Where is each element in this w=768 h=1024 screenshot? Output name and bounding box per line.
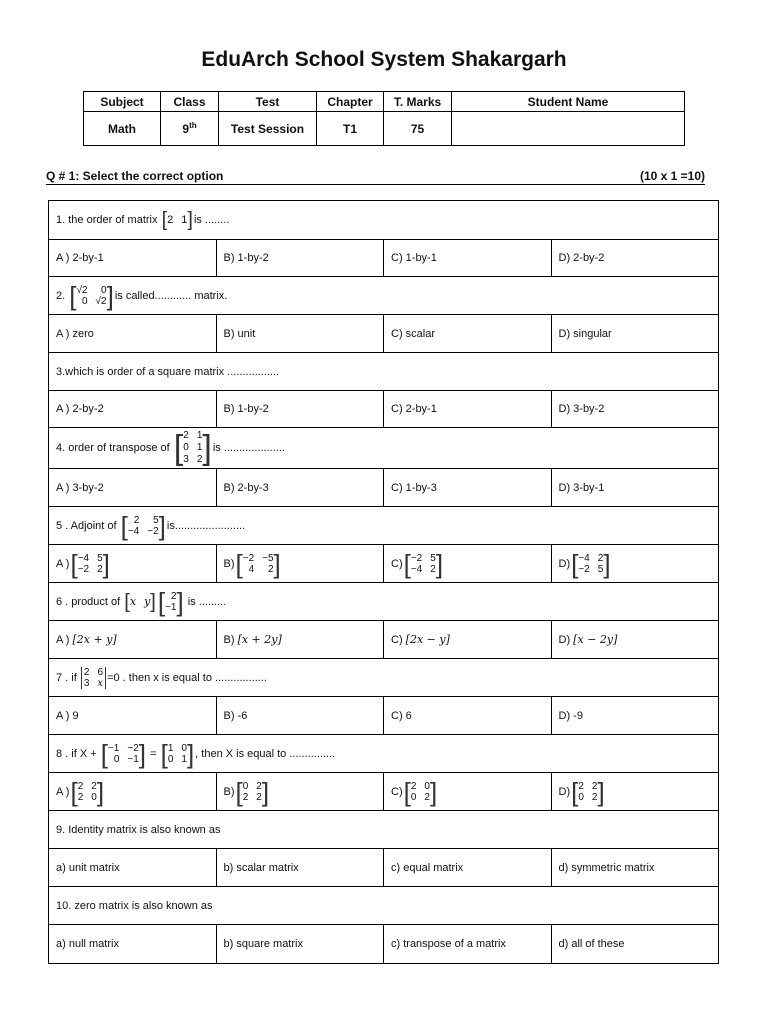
question-row: [49, 887, 719, 925]
question-text: is ....................: [212, 441, 285, 454]
value-subject: Math: [84, 112, 161, 146]
option-label: C): [391, 785, 403, 798]
option-expression: [2x − y]: [405, 633, 450, 646]
matrix-entry: 2: [591, 791, 598, 803]
question-4: [49, 428, 719, 469]
matrix-entry: 2: [133, 514, 140, 526]
matrix-entry: 2: [91, 780, 97, 792]
option-a[interactable]: [49, 773, 217, 811]
matrix-entry: −1: [107, 742, 120, 754]
question-6: [49, 583, 719, 621]
option-d[interactable]: D) 2-by-2: [551, 240, 719, 277]
option-a[interactable]: A ) 2-by-1: [49, 240, 217, 277]
value-test: Test Session: [219, 112, 317, 146]
option-label: B): [223, 557, 235, 570]
section-title: Q # 1: Select the correct option: [46, 169, 224, 183]
matrix: [ 2 1 0 1 3 2 ]: [173, 429, 212, 467]
matrix-entry: 2: [83, 666, 90, 678]
option-d[interactable]: D) singular: [551, 315, 719, 353]
matrix-entry: y: [144, 595, 151, 608]
header-test: Test: [219, 92, 317, 112]
option-b[interactable]: [216, 621, 384, 659]
option-c[interactable]: C) 1-by-3: [384, 469, 552, 507]
matrix-entry: 2: [591, 780, 598, 792]
matrix: [ 2 2 2 0 ]: [70, 776, 105, 807]
option-d[interactable]: D) 3-by-2: [551, 391, 719, 428]
section-heading: [46, 169, 705, 185]
matrix-entry: 1: [196, 430, 203, 441]
matrix-entry: 2: [424, 791, 430, 803]
matrix-entry: −4: [77, 552, 90, 564]
matrix: [ 2 0 0 2 ]: [403, 776, 438, 807]
matrix-entry: −2: [410, 552, 423, 564]
option-b[interactable]: B) 2-by-3: [216, 469, 384, 507]
option-c[interactable]: C) 6: [384, 697, 552, 735]
option-c[interactable]: C) 2-by-1: [384, 391, 552, 428]
header-student-name: Student Name: [452, 92, 685, 112]
determinant: [81, 667, 106, 689]
matrix-entry: 5: [597, 563, 604, 575]
option-a[interactable]: a) unit matrix: [49, 849, 217, 887]
option-label: D): [558, 785, 571, 798]
value-class: [161, 112, 219, 146]
option-a[interactable]: A ) 2-by-2: [49, 391, 217, 428]
question-text: =0 . then x is equal to .................: [107, 671, 267, 684]
option-label: D): [558, 634, 571, 646]
matrix: [ 2 5 −4 −2 ]: [120, 510, 166, 541]
matrix-entry: 0: [101, 284, 107, 296]
matrix-entry: −1: [127, 753, 139, 765]
option-c[interactable]: C) scalar: [384, 315, 552, 353]
question-row: [49, 507, 719, 545]
matrix-entry: 2: [430, 563, 436, 575]
matrix: [ −4 5 −2 2 ]: [70, 548, 110, 579]
matrix-entry: 2: [256, 780, 262, 792]
header-marks: T. Marks: [384, 92, 452, 112]
option-expression: [x + 2y]: [237, 633, 282, 646]
option-b[interactable]: B) unit: [216, 315, 384, 353]
matrix: [ 2 2 0 2 ]: [571, 776, 605, 807]
matrix-entry: 2: [267, 563, 274, 575]
matrix-entry: 1: [196, 442, 203, 453]
matrix-entry: x: [129, 595, 137, 608]
options-row: [49, 773, 719, 811]
options-row: [49, 849, 719, 887]
question-text: , then X is equal to ...............: [195, 747, 336, 760]
matrix-entry: 5: [97, 552, 103, 564]
class-number: 9: [182, 122, 190, 136]
matrix-entry: 0: [424, 780, 430, 792]
question-text: 7 . if: [56, 671, 77, 684]
question-row: [49, 811, 719, 849]
option-label: A ): [56, 557, 70, 570]
question-text: 5 . Adjoint of: [56, 519, 117, 532]
question-row: [49, 428, 719, 469]
matrix: [ −1 −2 0 −1 ]: [100, 738, 147, 769]
matrix-entry: −4: [578, 552, 590, 564]
question-row: [49, 659, 719, 697]
matrix-entry: 0: [181, 742, 187, 754]
matrix-entry: 2: [256, 791, 262, 803]
matrix-entry: 5: [153, 514, 159, 526]
options-row: [49, 240, 719, 277]
matrix: [ 1 0 0 1 ]: [160, 738, 195, 769]
question-row: [49, 277, 719, 315]
option-c[interactable]: c) equal matrix: [384, 849, 552, 887]
header-class: Class: [161, 92, 219, 112]
matrix-entry: 1: [181, 213, 188, 226]
option-label: B): [223, 634, 235, 646]
option-d[interactable]: [551, 773, 719, 811]
matrix: [ 0 2 2 2 ]: [235, 776, 270, 807]
matrix-entry: 0: [81, 295, 88, 307]
matrix-entry: √2: [76, 284, 88, 296]
question-text: is called............ matrix.: [114, 289, 228, 302]
matrix-entry: 0: [410, 791, 417, 803]
matrix-entry: 3: [183, 454, 189, 465]
matrix-entry: 2: [170, 590, 177, 602]
matrix-entry: −2: [147, 525, 159, 537]
option-c[interactable]: [384, 545, 552, 583]
equals-sign: =: [150, 747, 157, 760]
info-table: [83, 91, 685, 146]
option-b[interactable]: B) 1-by-2: [216, 240, 384, 277]
option-d[interactable]: D) -9: [551, 697, 719, 735]
matrix-entry: 0: [578, 791, 584, 803]
option-c[interactable]: c) transpose of a matrix: [384, 925, 552, 964]
matrix-entry: −2: [77, 563, 90, 575]
matrix: [ √2 0 0 √2 ]: [69, 280, 114, 311]
option-label: A ): [56, 634, 70, 646]
question-text: 1. the order of matrix: [56, 213, 158, 226]
option-b[interactable]: [216, 773, 384, 811]
question-row: [49, 735, 719, 773]
matrix-entry: −2: [242, 552, 255, 564]
value-chapter: T1: [317, 112, 384, 146]
option-a[interactable]: [49, 545, 217, 583]
header-subject: Subject: [84, 92, 161, 112]
option-b[interactable]: B) -6: [216, 697, 384, 735]
header-chapter: Chapter: [317, 92, 384, 112]
matrix: [ −2 5 −4 2 ]: [403, 548, 444, 579]
option-label: C): [391, 634, 403, 646]
option-d[interactable]: D) 3-by-1: [551, 469, 719, 507]
matrix-entry: 0: [113, 753, 120, 765]
matrix-entry: 5: [430, 552, 436, 564]
option-b[interactable]: b) square matrix: [216, 925, 384, 964]
question-text: 6 . product of: [56, 595, 121, 608]
option-d[interactable]: d) symmetric matrix: [551, 849, 719, 887]
question-2: [49, 277, 719, 315]
question-text: 2.: [56, 289, 66, 302]
matrix-entry: 2: [196, 454, 203, 465]
question-text: 8 . if X +: [56, 747, 97, 760]
column-vector: [ 2 −1 ]: [157, 586, 184, 617]
question-8: [49, 735, 719, 773]
matrix-entry: 2: [597, 552, 604, 564]
matrix-entry: 0: [183, 442, 189, 453]
option-label: D): [558, 557, 571, 570]
options-row: [49, 925, 719, 964]
matrix-entry: 4: [248, 563, 255, 575]
options-row: [49, 315, 719, 353]
question-3: 3.which is order of a square matrix .................: [49, 353, 719, 391]
question-text: is.......................: [166, 519, 246, 532]
option-a[interactable]: A ) zero: [49, 315, 217, 353]
options-row: [49, 621, 719, 659]
matrix-entry: 2: [167, 213, 174, 226]
matrix: [ 2 1 ]: [161, 209, 193, 231]
question-7: [49, 659, 719, 697]
option-c[interactable]: [384, 773, 552, 811]
option-d[interactable]: [551, 621, 719, 659]
row-vector: [ x y ]: [124, 590, 156, 613]
question-row: [49, 353, 719, 391]
option-b[interactable]: B) 1-by-2: [216, 391, 384, 428]
section-marks: (10 x 1 =10): [639, 169, 705, 183]
matrix-entry: −4: [127, 525, 140, 537]
matrix-entry: −5: [262, 552, 274, 564]
question-1: [49, 201, 719, 240]
question-9: 9. Identity matrix is also known as: [49, 811, 719, 849]
options-row: [49, 697, 719, 735]
question-text: is .........: [187, 595, 227, 608]
matrix-entry: −4: [410, 563, 423, 575]
matrix-entry: −2: [578, 563, 590, 575]
question-row: [49, 201, 719, 240]
matrix: [ −2 −5 4 2 ]: [235, 548, 281, 579]
matrix-entry: 1: [181, 753, 187, 765]
question-text: 4. order of transpose of: [56, 441, 170, 454]
option-a[interactable]: a) null matrix: [49, 925, 217, 964]
matrix-entry: 2: [183, 430, 189, 441]
options-row: [49, 469, 719, 507]
matrix-entry: 2: [97, 563, 103, 575]
option-d[interactable]: [551, 545, 719, 583]
value-marks: 75: [384, 112, 452, 146]
matrix-entry: 2: [578, 780, 584, 792]
question-row: [49, 583, 719, 621]
page-title: EduArch School System Shakargarh: [201, 48, 567, 71]
option-d[interactable]: d) all of these: [551, 925, 719, 964]
matrix-entry: 2: [410, 780, 417, 792]
matrix-entry: x: [97, 677, 104, 689]
matrix-entry: 1: [167, 742, 174, 754]
matrix-entry: 0: [167, 753, 174, 765]
matrix-entry: 0: [242, 780, 249, 792]
option-a[interactable]: [49, 621, 217, 659]
matrix-entry: 0: [91, 791, 97, 803]
option-expression: [x − 2y]: [573, 633, 618, 646]
class-suffix: th: [189, 121, 197, 130]
matrix-entry: 2: [77, 791, 84, 803]
option-c[interactable]: C) 1-by-1: [384, 240, 552, 277]
matrix-entry: −1: [165, 601, 177, 613]
matrix-entry: 2: [77, 780, 84, 792]
question-10: 10. zero matrix is also known as: [49, 887, 719, 925]
options-row: [49, 545, 719, 583]
matrix-entry: √2: [95, 295, 107, 307]
student-name-field[interactable]: [452, 112, 685, 146]
option-b[interactable]: b) scalar matrix: [216, 849, 384, 887]
option-label: C): [391, 557, 403, 570]
matrix-entry: −2: [127, 742, 139, 754]
matrix-entry: 2: [242, 791, 249, 803]
options-row: [49, 391, 719, 428]
question-5: [49, 507, 719, 545]
matrix: [ −4 2 −2 5 ]: [571, 548, 611, 579]
question-text: is ........: [193, 213, 230, 226]
matrix-entry: 6: [97, 666, 104, 678]
option-c[interactable]: [384, 621, 552, 659]
option-expression: [2x + y]: [72, 633, 117, 646]
option-b[interactable]: [216, 545, 384, 583]
option-a[interactable]: A ) 3-by-2: [49, 469, 217, 507]
option-label: A ): [56, 785, 70, 798]
option-a[interactable]: A ) 9: [49, 697, 217, 735]
matrix-entry: 3: [83, 677, 90, 689]
option-label: B): [223, 785, 235, 798]
mcq-table: [48, 200, 719, 964]
